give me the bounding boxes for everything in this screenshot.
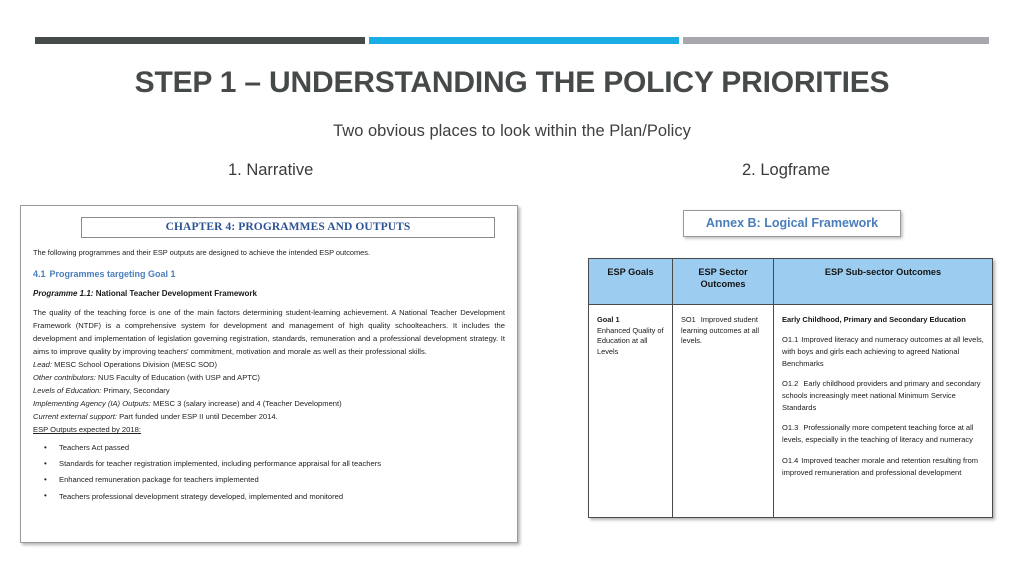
sector-outcome-text: Improved student learning outcomes at all levels. <box>681 315 760 346</box>
column-header-esp-subsector-outcomes: ESP Sub-sector Outcomes <box>774 259 993 305</box>
detail-value: MESC School Operations Division (MESC SOD) <box>54 360 218 370</box>
subsector-item-code: O1.3 <box>782 423 799 433</box>
list-item: • Teachers professional development strategy developed, implemented and monitored <box>33 488 505 504</box>
cell-sector-outcome <box>673 305 774 518</box>
column-header-esp-goals: ESP Goals <box>589 259 673 305</box>
cell-esp-goal <box>589 305 673 518</box>
detail-line <box>33 384 505 397</box>
accent-bar-dark <box>35 37 365 44</box>
list-item: • Standards for teacher registration implemented, including performance appraisal for all teachers <box>33 456 505 472</box>
section-number: 4.1 <box>33 268 46 279</box>
detail-value: Primary, Secondary <box>103 386 170 396</box>
accent-bar-light <box>683 37 989 44</box>
outputs-bullet-list <box>33 439 505 504</box>
narrative-document-panel <box>20 205 518 543</box>
caption-narrative: 1. Narrative <box>228 161 314 179</box>
subsector-item-list <box>782 334 984 479</box>
detail-label: Current external support: <box>33 412 120 422</box>
sector-outcome-code: SO1 <box>681 315 696 324</box>
programme-heading <box>33 289 505 298</box>
programme-detail-lines <box>33 358 505 423</box>
detail-label: Lead: <box>33 360 55 370</box>
subsector-item-text: Professionally more competent teaching force at all levels, especially in the teaching of literacy and numeracy <box>782 423 974 445</box>
subsector-item <box>782 378 984 414</box>
subsector-item-code: O1.1 <box>782 334 799 344</box>
section-heading <box>33 269 505 279</box>
chapter-heading: CHAPTER 4: PROGRAMMES AND OUTPUTS <box>81 217 495 238</box>
goal-title: Goal 1 <box>597 315 620 324</box>
slide-title: STEP 1 – UNDERSTANDING THE POLICY PRIORITIES <box>134 66 890 99</box>
programme-label: Programme 1.1: <box>33 288 94 298</box>
section-title: Programmes targeting Goal 1 <box>49 268 176 279</box>
detail-value: NUS Faculty of Education (with USP and APTC) <box>98 373 260 383</box>
detail-value: MESC 3 (salary increase) and 4 (Teacher Development) <box>153 399 342 409</box>
table-header-row <box>589 259 993 305</box>
detail-line <box>33 397 505 410</box>
detail-line <box>33 371 505 384</box>
accent-bar-blue <box>369 37 679 44</box>
document-intro-text: The following programmes and their ESP outputs are designed to achieve the intended ESP outcomes. <box>33 248 371 257</box>
programme-title: National Teacher Development Framework <box>95 288 257 298</box>
detail-label: Levels of Education: <box>33 386 104 396</box>
slide-subtitle: Two obvious places to look within the Plan/Policy <box>333 122 691 140</box>
logframe-table <box>588 258 993 518</box>
subsector-item <box>782 455 984 479</box>
header-accent-rule <box>35 37 989 44</box>
column-header-esp-sector-outcomes: ESP Sector Outcomes <box>673 259 774 305</box>
subsector-item <box>782 334 984 370</box>
cell-subsector-outcomes <box>774 305 993 518</box>
caption-logframe: 2. Logframe <box>742 161 831 179</box>
subsector-item-text: Improved literacy and numeracy outcomes at all levels, with boys and girls each achieving to agreed National Benchmarks <box>782 334 984 368</box>
table-row <box>589 305 993 518</box>
list-item: • Teachers Act passed <box>33 439 505 455</box>
programme-body-text: The quality of the teaching force is one of the main factors determining student-learning achievement. A National Teacher Development Framework (NTDF) is a comprehensive system for development and management of high quality schoolteachers. It includes the development and implementation of legislation governing registration, standards, remuneration and a professional development strategy. It aims to improve quality by improving teachers’ commitment, motivation and morale as well as their professional skills. <box>33 307 505 357</box>
subsector-heading: Early Childhood, Primary and Secondary Education <box>782 315 966 324</box>
detail-label: Other contributors: <box>33 373 98 383</box>
sector-outcome <box>681 315 765 347</box>
detail-line <box>33 358 505 371</box>
subsector-item-code: O1.4 <box>782 455 799 465</box>
outputs-heading: ESP Outputs expected by 2018: <box>33 425 141 435</box>
detail-line <box>33 410 505 423</box>
subsector-item-text: Early childhood providers and primary and secondary schools increasingly meet national Minimum Service Standards <box>782 378 981 413</box>
subsector-item <box>782 422 984 446</box>
goal-body: Enhanced Quality of Education at all Levels <box>597 325 664 357</box>
detail-value: Part funded under ESP II until December 2014. <box>119 412 278 422</box>
detail-label: Implementing Agency (IA) Outputs: <box>33 399 154 409</box>
subsector-item-code: O1.2 <box>782 378 799 388</box>
list-item: • Enhanced remuneration package for teachers implemented <box>33 472 505 488</box>
subsector-item-text: Improved teacher morale and retention resulting from improved remuneration and professional development <box>782 455 979 477</box>
annex-title: Annex B: Logical Framework <box>683 210 901 237</box>
